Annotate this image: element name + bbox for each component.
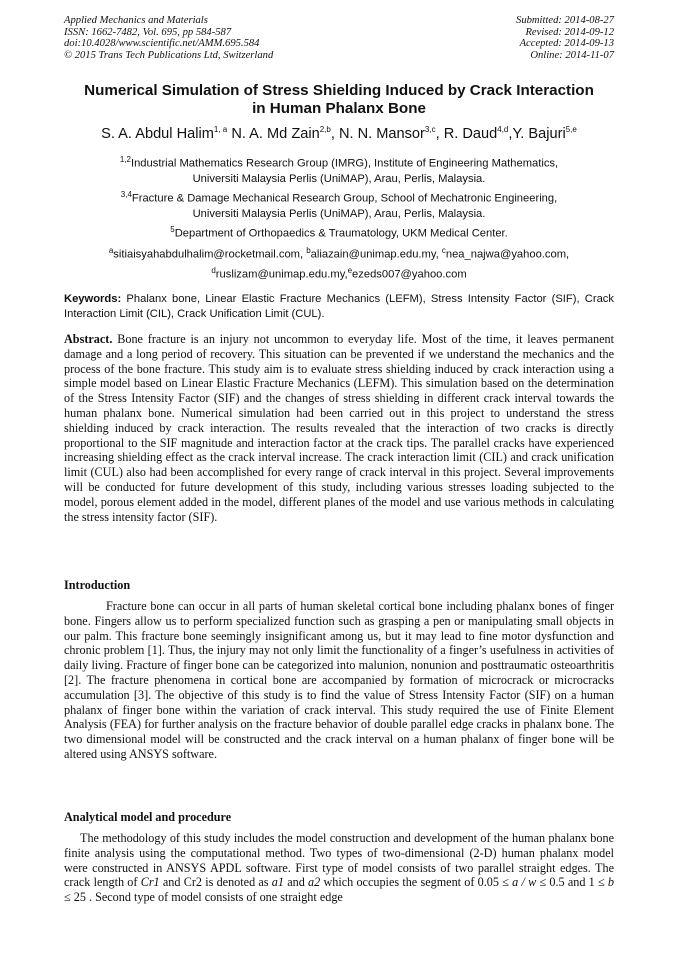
model-text: which occupies the segment of 0.05 ≤ [320, 875, 513, 890]
model-text: The methodology of this study includes the model construction and development of the human phalanx bone finite analysis using the computational method. Two types of two-dimensional (2-D) human phalanx model were constructed in ANSYS APDL software. First type of model consists of two parallel straight edges. The crack length of [64, 831, 614, 890]
affiliation-sup: 3,4 [120, 190, 132, 199]
keywords-text: Phalanx bone, Linear Elastic Fracture Mechanics (LEFM), Stress Intensity Factor (SIF), Crack Interaction Limit (CIL), Crack Unification Limit (CUL). [64, 293, 614, 320]
affiliation-line: Universiti Malaysia Perlis (UniMAP), Arau, Perlis, Malaysia. [192, 208, 486, 221]
author-sup: 1, a [213, 125, 228, 134]
date-accepted: Accepted: 2014-09-13 [519, 38, 614, 50]
email-sup: c [441, 246, 446, 255]
email-sup: e [347, 266, 353, 276]
author-sup: 3,c [424, 125, 436, 134]
section-heading-model: Analytical model and procedure [64, 810, 232, 824]
email-link[interactable]: ruslizam@unimap.edu.my, [215, 268, 348, 281]
date-submitted: Submitted: 2014-08-27 [516, 15, 614, 26]
symbol-cr1: Cr1 [140, 875, 160, 890]
email-sup: a [108, 246, 114, 255]
journal-copyright: © 2015 Trans Tech Publications Ltd, Switzerland [64, 49, 274, 61]
email-link[interactable]: aliazain@unimap.edu.my, [310, 248, 442, 261]
author-name: S. A. Abdul Halim [101, 125, 214, 142]
author-sup: 5,e [565, 125, 577, 134]
affiliation-3 [64, 222, 614, 242]
email-link[interactable]: nea_najwa@yahoo.com, [445, 248, 570, 261]
date-revised: Revised: 2014-09-12 [525, 26, 614, 38]
affiliation-sup: 5 [170, 225, 175, 234]
journal-doi[interactable]: doi:10.4028/www.scientific.net/AMM.695.584 [64, 38, 260, 50]
dates-header [516, 15, 614, 61]
model-text: and [283, 875, 309, 890]
symbol-b: b [607, 875, 615, 890]
email-link[interactable]: sitiaisyahabdulhalim@rocketmail.com, [113, 248, 307, 261]
author-emails [44, 243, 634, 283]
affiliation-line: Department of Orthopaedics & Traumatology, UKM Medical Center. [174, 227, 508, 240]
symbol-a-over-w: a / w [512, 875, 537, 890]
email-link[interactable]: ezeds007@yahoo.com [352, 268, 467, 281]
affiliation-1 [64, 152, 614, 188]
title-line-2: in Human Phalanx Bone [252, 100, 426, 117]
section-heading-introduction: Introduction [64, 578, 131, 592]
author-name: N. A. Md Zain [231, 125, 320, 142]
journal-name: Applied Mechanics and Materials [64, 15, 208, 26]
model-text: ≤ 0.5 and 1 ≤ [536, 875, 608, 890]
date-online: Online: 2014-11-07 [530, 49, 614, 61]
model-paragraph [64, 831, 614, 905]
author-name: N. N. Mansor [338, 125, 425, 142]
affiliation-line: Fracture & Damage Mechanical Research Group, School of Mechatronic Engineering, [131, 192, 558, 205]
affiliation-2 [64, 187, 614, 223]
author-sup: 4,d [497, 125, 509, 134]
author-list: S. A. Abdul Halim$^{1, a}$ N. A. Md Zain$^{2,b}$, N. N. Mansor$^{3,c}$, R. Daud$^{4,d}$,Y. Bajuri$^{5,e}$ [101, 125, 577, 142]
abstract-text: Bone fracture is an injury not uncommon to everyday life. Most of the time, it leaves permanent damage and a long period of recovery. This situation can be prevented if we understand the mechanics and the process of the bone fracture. This study aim is to evaluate stress shielding induced by crack interaction using a simple model based on Linear Elastic Fracture Mechanics (LEFM). This simulation based on the determination of the Stress Intensity Factor (SIF) and the changes of stress shielding in different crack interval towards the human phalanx bone. Numerical simulation had been carried out in this project to understand the stress shielding induced by crack interaction. The results revealed that the interaction of two cracks is directly proportional to the SIF magnitude and interaction factor at the crack tips. The parallel cracks have experienced increasing shielding effect as the crack interval increase. The crack interaction limit (CIL) and crack unification limit (CUL) also had been accomplished for every range of crack interval in this project. Several improvements will be conducted for future development of this study, including various stresses loading subjected to the model, porous element added in the model, different planes of the model and use various methods in calculating the stress intensity factor (SIF). [64, 332, 614, 524]
symbol-a1: a1 [271, 875, 284, 890]
model-text: and Cr2 is denoted as [159, 875, 272, 890]
email-sup: b [306, 246, 311, 255]
author-name: R. Daud [443, 125, 498, 142]
affiliation-sup: 1,2 [119, 155, 131, 164]
journal-issn: ISSN: 1662-7482, Vol. 695, pp 584-587 [64, 26, 232, 38]
keywords [64, 292, 614, 321]
title-line-1: Numerical Simulation of Stress Shielding Induced by Crack Interaction [84, 82, 594, 99]
introduction-paragraph: Fracture bone can occur in all parts of human skeletal cortical bone including phalanx bones of finger bone. Fingers allow us to perform specialized function such as grasping a pen or manipulating small objects in our palm. This fracture bone seemingly insignificant among us, but it may lead to fine motor dysfunction and chronic problem [1]. Thus, the injury may not only limit the functionality of a finger’s usefulness in activities of daily living. Fracture of finger bone can be categorized into malunion, nonunion and posttraumatic osteoarthritis [2]. The fracture phenomena in cortical bone are accompanied by formation of microcrack or microcracks accumulation [3]. The objective of this study is to find the value of Stress Intensity Factor (SIF) on a human phalanx of finger bone within the variation of crack interval. This study required the use of Finite Element Analysis (FEA) for further analysis on the fracture behavior of double parallel edge cracks in phalanx bone. The two dimensional model will be constructed and the crack interval on a human phalanx of finger bone will be altered using ANSYS software. [64, 599, 614, 761]
paper-title [60, 82, 618, 118]
affiliation-line: Industrial Mathematics Research Group (IMRG), Institute of Engineering Mathematics, [130, 157, 559, 170]
author-sup: 2,b [319, 125, 331, 134]
keywords-label: Keywords: [64, 293, 122, 305]
email-sup: d [211, 266, 216, 276]
model-text: ≤ 25 . Second type of model consists of one straight edge [64, 890, 343, 905]
abstract-label: Abstract. [64, 332, 113, 346]
symbol-a2: a2 [308, 875, 321, 890]
abstract [64, 332, 614, 524]
affiliation-line: Universiti Malaysia Perlis (UniMAP), Arau, Perlis, Malaysia. [192, 173, 486, 186]
author-name: Y. Bajuri [512, 125, 566, 142]
journal-header [64, 15, 273, 61]
